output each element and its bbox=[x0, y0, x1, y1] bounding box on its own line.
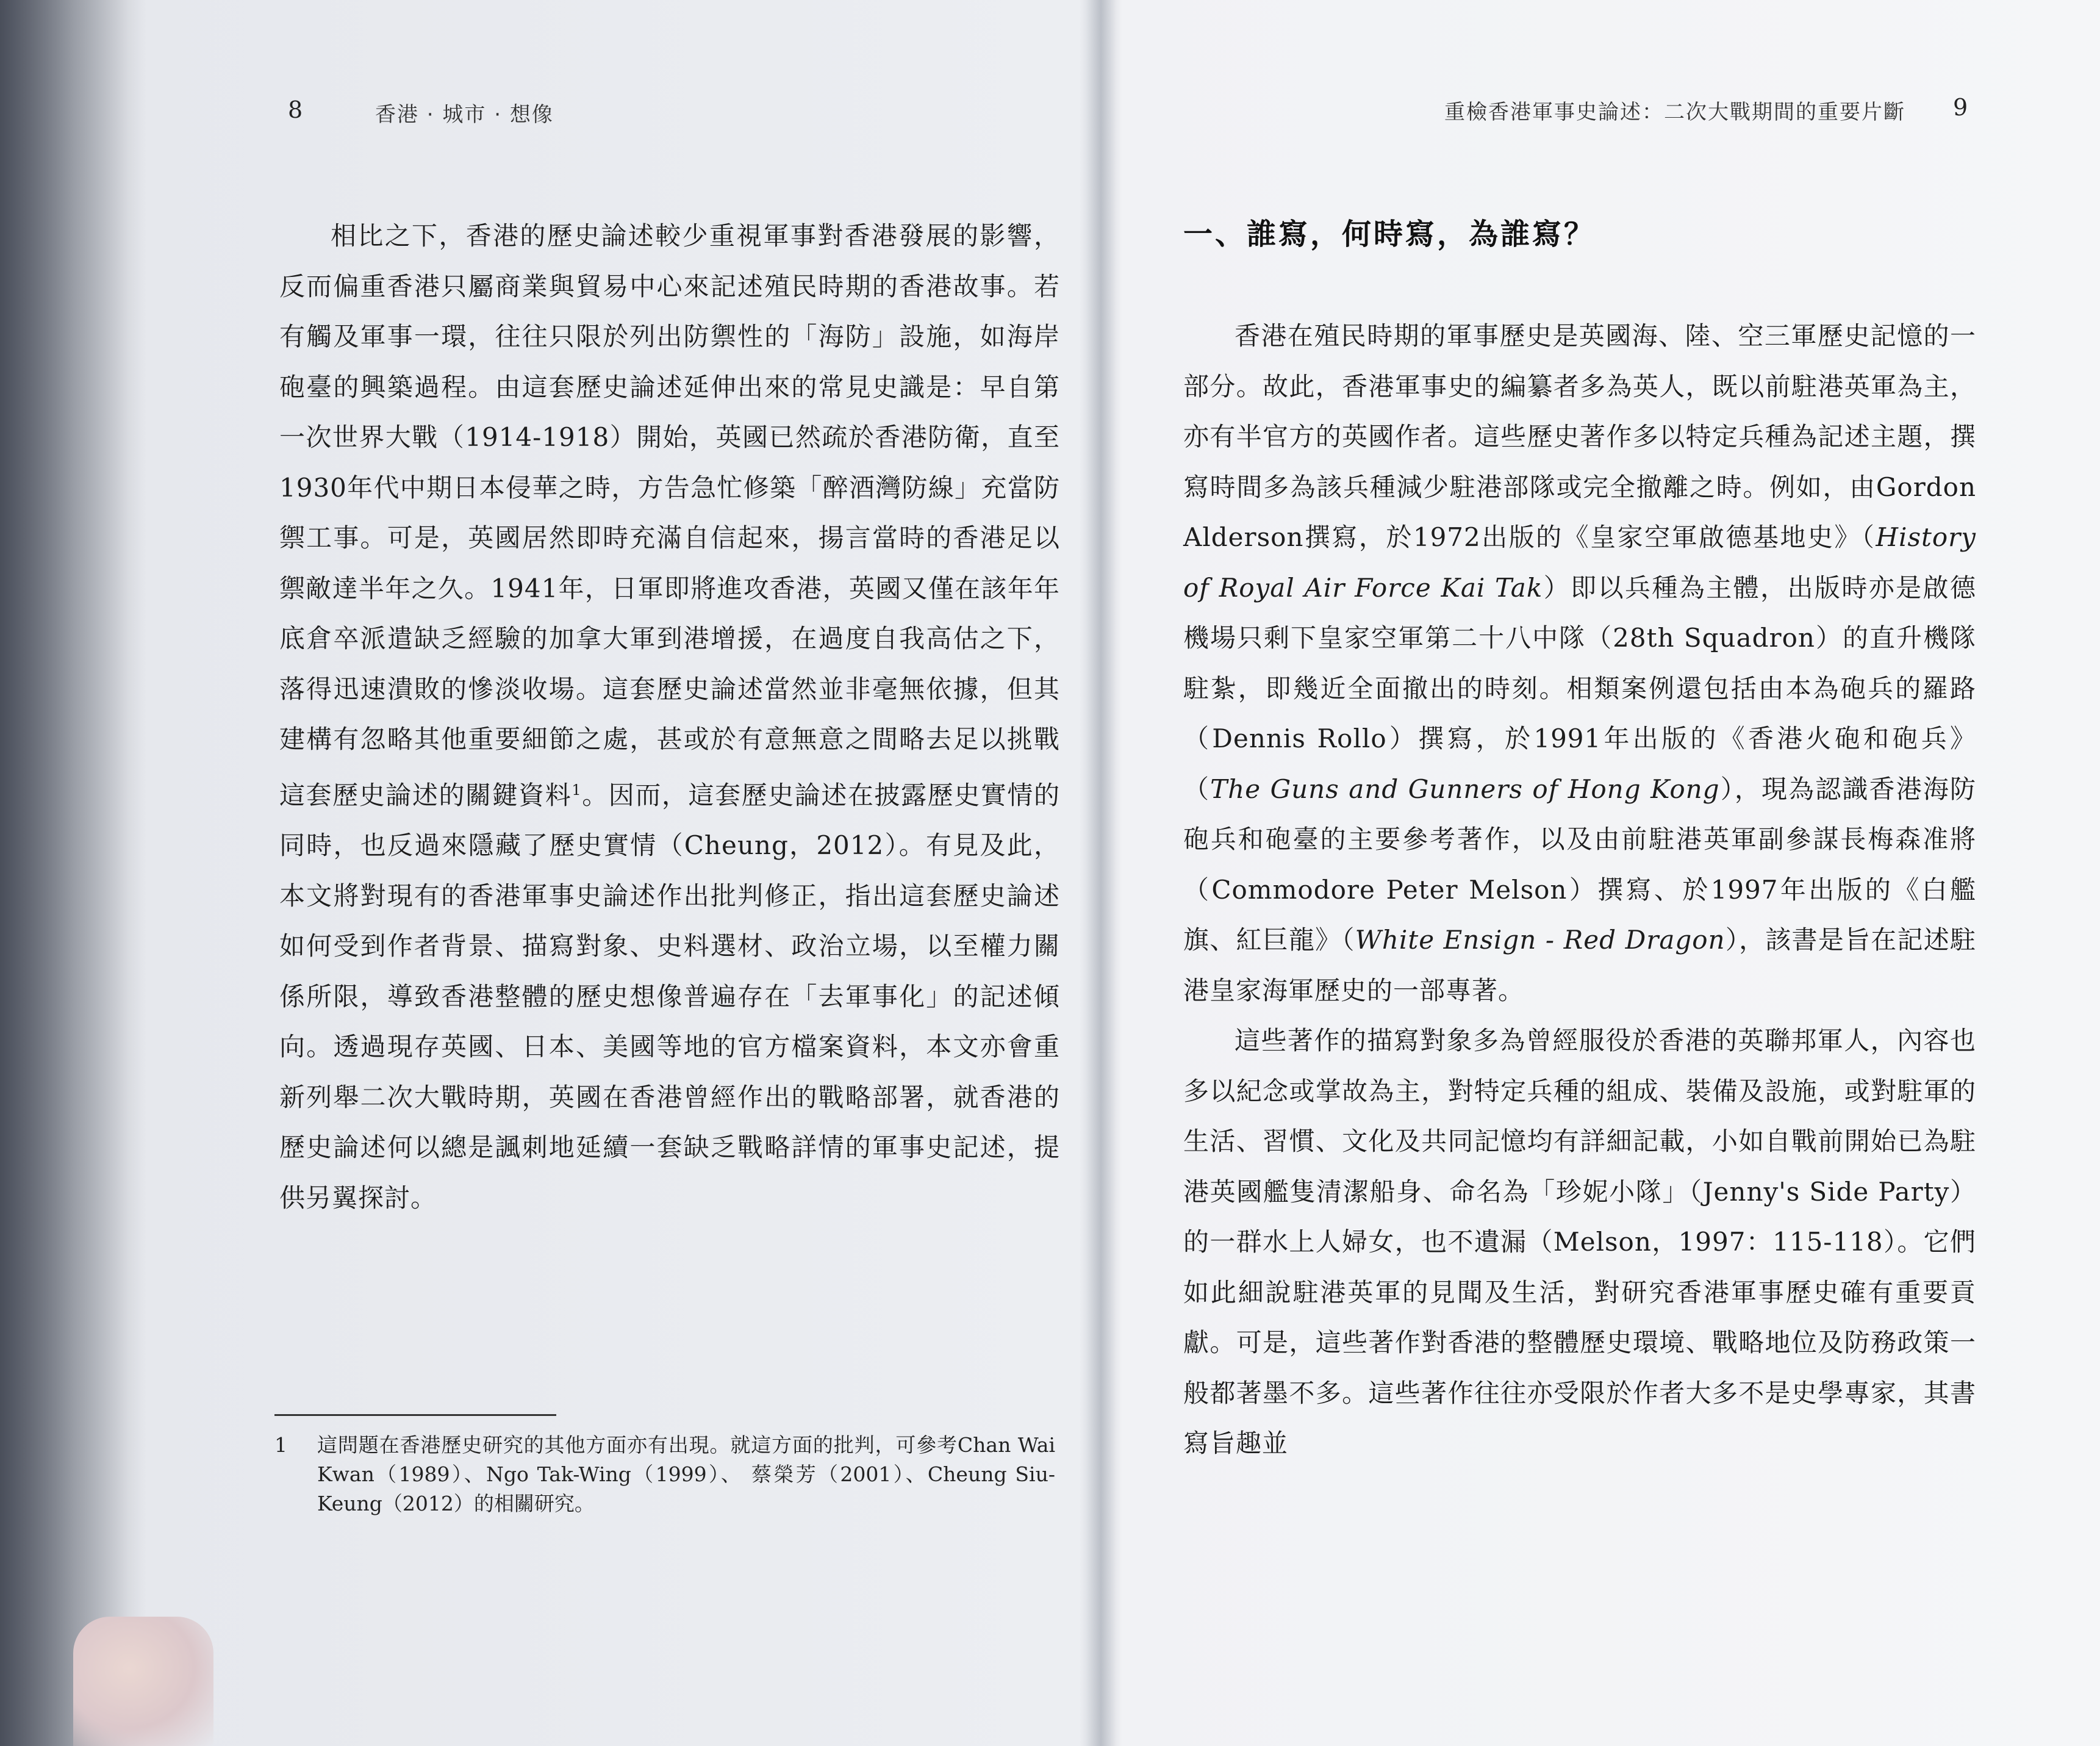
footnote-divider bbox=[274, 1414, 556, 1416]
footnote bbox=[274, 1431, 1055, 1518]
right-paragraph-2: 這些著作的描寫對象多為曾經服役於香港的英聯邦軍人，內容也多以紀念或掌故為主，對特定兵種的組成、裝備及設施，或對駐軍的生活、習慣、文化及共同記憶均有詳細記載，小如自戰前開始已為駐港英國艦隻清潔船身、命名為「珍妮小隊」（Jenny's Side Party）的一群水上人婦女，也不遺漏（Melson，1997：115-118）。它們如此細說駐港英軍的見聞及生活，對研究香港軍事歷史確有重要貢獻。可是，這些著作對香港的整體歷史環境、戰略地位及防務政策一般都著墨不多。這些著作往往亦受限於作者大多不是史學專家，其書寫旨趣並 bbox=[1183, 1026, 1976, 1458]
thumb-shadow bbox=[73, 1617, 213, 1746]
right-paragraph-1 bbox=[1183, 311, 1976, 1016]
left-body-text bbox=[279, 211, 1060, 1223]
section-title: 一、誰寫，何時寫，為誰寫？ bbox=[1183, 217, 1596, 251]
right-running-header: 重檢香港軍事史論述：二次大戰期間的重要片斷 bbox=[1444, 100, 1905, 124]
left-running-header: 香港 · 城市 · 想像 bbox=[375, 102, 554, 127]
left-paragraph-part1: 相比之下，香港的歷史論述較少重視軍事對香港發展的影響，反而偏重香港只屬商業與貿易中心來記述殖民時期的香港故事。若有觸及軍事一環，往往只限於列出防禦性的「海防」設施，如海岸砲臺的興築過程。由這套歷史論述延伸出來的常見史識是：早自第一次世界大戰（1914-1918）開始，英國已然疏於香港防衛，直至1930年代中期日本侵華之時，方告急忙修築「醉酒灣防線」充當防禦工事。可是，英國居然即時充滿自信起來，揚言當時的香港足以禦敵達半年之久。1941年，日軍即將進攻香港，英國又僅在該年年底倉卒派遣缺乏經驗的加拿大軍到港增援，在過度自我高估之下，落得迅速潰敗的慘淡收場。這套歷史論述當然並非毫無依據，但其建構有忽略其他重要細節之處，甚或於有意無意之間略去足以挑戰這套歷史論述的關鍵資料 bbox=[279, 221, 1060, 810]
right-paragraph-1-part-g: ），該書是旨在記述駐港皇家海軍歷史的一部專著。 bbox=[1183, 925, 1976, 1005]
left-paragraph bbox=[279, 211, 1060, 1223]
right-paragraph-1-part-a: 香港在殖民時期的軍事歷史是英國海、陸、空三軍歷史記憶的一部分。故此，香港軍事史的編纂者多為英人，既以前駐港英軍為主，亦有半官方的英國作者。這些歷史著作多以特定兵種為記述主題，撰寫時間多為該兵種減少駐港部隊或完全撤離之時。例如，由Gordon Alderson撰寫，於1972出版的《皇家空軍啟德基地史》（ bbox=[1183, 321, 1976, 552]
right-page-number: 9 bbox=[1953, 94, 1968, 121]
book-title-guns-and-gunners: The Guns and Gunners of Hong Kong bbox=[1210, 774, 1720, 804]
book-spine bbox=[1080, 0, 1122, 1746]
left-paragraph-part2: 。因而，這套歷史論述在披露歷史實情的同時，也反過來隱藏了歷史實情（Cheung，2012）。有見及此，本文將對現有的香港軍事史論述作出批判修正，指出這套歷史論述如何受到作者背景、描寫對象、史料選材、政治立場，以至權力關係所限，導致香港整體的歷史想像普遍存在「去軍事化」的記述傾向。透過現存英國、日本、美國等地的官方檔案資料，本文亦會重新列舉二次大戰時期，英國在香港曾經作出的戰略部署，就香港的歷史論述何以總是諷刺地延續一套缺乏戰略詳情的軍事史記述，提供另翼探討。 bbox=[279, 780, 1060, 1213]
left-page-number: 8 bbox=[288, 96, 303, 123]
book-title-white-ensign: White Ensign - Red Dragon bbox=[1355, 925, 1726, 955]
footnote-text: 這問題在香港歷史研究的其他方面亦有出現。就這方面的批判，可參考Chan Wai Kwan（1989）、Ngo Tak-Wing（1999）、 蔡榮芳（2001）、Cheung Siu-Keung（2012）的相關研究。 bbox=[317, 1433, 1055, 1515]
footnote-marker: 1 bbox=[572, 781, 582, 799]
right-body-text bbox=[1183, 311, 1976, 1469]
footnote-number: 1 bbox=[274, 1433, 287, 1457]
right-paragraph-1-part-c: ）即以兵種為主體，出版時亦是啟德機場只剩下皇家空軍第二十八中隊（28th Squadron）的直升機隊駐紮，即幾近全面撤出的時刻。相類案例還包括由本為砲兵的羅路（Dennis Rollo）撰寫，於1991年出版的《香港火砲和砲兵》（ bbox=[1183, 572, 1976, 804]
right-paragraph-1-part-e: ），現為認識香港海防砲兵和砲臺的主要參考著作，以及由前駐港英軍副參謀長梅森准將（Commodore Peter Melson）撰寫、於1997年出版的《白艦旗、紅巨龍》（ bbox=[1183, 774, 1976, 955]
book-title-history-raf-kai-tak: History of Royal Air Force Kai Tak bbox=[1183, 522, 1976, 603]
